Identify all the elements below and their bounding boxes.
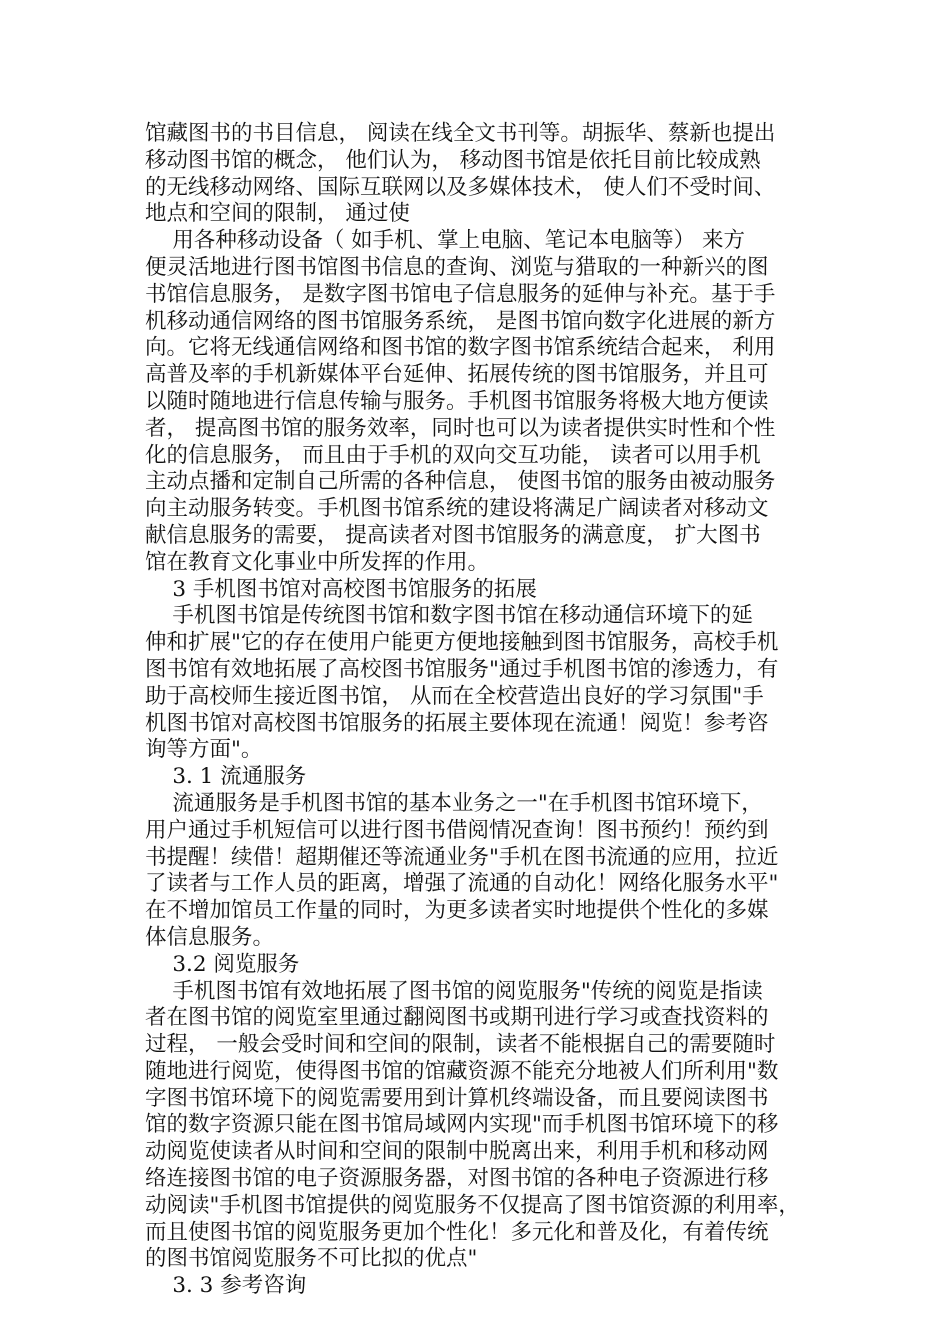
- text-line: 用各种移动设备（ 如手机、掌上电脑、笔记本电脑等） 来方: [145, 228, 746, 254]
- text-line: 便灵活地进行图书馆图书信息的查询、浏览与猎取的一种新兴的图: [145, 254, 769, 280]
- text-line: 主动点播和定制自己所需的各种信息， 使图书馆的服务由被动服务: [145, 469, 776, 495]
- text-line: 在不增加馆员工作量的同时，为更多读者实时地提供个性化的多媒: [145, 898, 769, 924]
- text-line: 献信息服务的需要， 提高读者对图书馆服务的满意度， 扩大图书: [145, 522, 761, 548]
- text-line: 而且使图书馆的阅览服务更加个性化！多元化和普及化，有着传统: [145, 1219, 769, 1245]
- text-line: 动阅读"手机图书馆提供的阅览服务不仅提高了图书馆资源的利用率，: [145, 1192, 800, 1218]
- text-line: 的无线移动网络、国际互联网以及多媒体技术， 使人们不受时间、: [145, 174, 776, 200]
- text-line: 伸和扩展"它的存在使用户能更方便地接触到图书馆服务，高校手机: [145, 630, 779, 656]
- text-line: 化的信息服务， 而且由于手机的双向交互功能， 读者可以用手机: [145, 442, 761, 468]
- text-line: 机移动通信网络的图书馆服务系统， 是图书馆向数字化进展的新方: [145, 308, 776, 334]
- text-line: 馆在教育文化事业中所发挥的作用。: [145, 549, 490, 575]
- text-line: 动阅览使读者从时间和空间的限制中脱离出来，利用手机和移动网: [145, 1139, 769, 1165]
- text-line: 向主动服务转变。手机图书馆系统的建设将满足广阔读者对移动文: [145, 496, 769, 522]
- text-line: 手机图书馆有效地拓展了图书馆的阅览服务"传统的阅览是指读: [145, 978, 763, 1004]
- text-line: 了读者与工作人员的距离，增强了流通的自动化！网络化服务水平": [145, 871, 779, 897]
- text-line: 络连接图书馆的电子资源服务器，对图书馆的各种电子资源进行移: [145, 1166, 769, 1192]
- text-line: 馆藏图书的书目信息， 阅读在线全文书刊等。胡振华、蔡新也提出: [145, 121, 776, 146]
- document-body: [145, 121, 815, 1300]
- text-line: 询等方面"。: [145, 737, 263, 763]
- text-line: 用户通过手机短信可以进行图书借阅情况查询！图书预约！预约到: [145, 817, 769, 843]
- text-line: 字图书馆环境下的阅览需要用到计算机终端设备，而且要阅读图书: [145, 1085, 769, 1111]
- text-line: 向。它将无线通信网络和图书馆的数字图书馆系统结合起来， 利用: [145, 335, 776, 361]
- text-line: 机图书馆对高校图书馆服务的拓展主要体现在流通！阅览！参考咨: [145, 710, 769, 736]
- text-line: 者在图书馆的阅览室里通过翻阅图书或期刊进行学习或查找资料的: [145, 1005, 769, 1031]
- section-heading: 3 手机图书馆对高校图书馆服务的拓展: [145, 576, 537, 602]
- text-line: 者， 提高图书馆的服务效率，同时也可以为读者提供实时性和个性: [145, 415, 776, 441]
- text-line: 图书馆有效地拓展了高校图书馆服务"通过手机图书馆的渗透力，有: [145, 656, 779, 682]
- text-line: 过程， 一般会受时间和空间的限制，读者不能根据自己的需要随时: [145, 1032, 776, 1058]
- text-line: 书馆信息服务， 是数字图书馆电子信息服务的延伸与补充。基于手: [145, 281, 776, 307]
- text-line: 以随时随地进行信息传输与服务。手机图书馆服务将极大地方便读: [145, 388, 769, 414]
- text-line: 移动图书馆的概念， 他们认为， 移动图书馆是依托目前比较成熟: [145, 147, 761, 173]
- text-line: 地点和空间的限制， 通过使: [145, 201, 410, 227]
- text-line: 馆的数字资源只能在图书馆局域网内实现"而手机图书馆环境下的移: [145, 1112, 779, 1138]
- text-line: 手机图书馆是传统图书馆和数字图书馆在移动通信环境下的延: [145, 603, 753, 629]
- subsection-heading: 3. 1 流通服务: [145, 764, 307, 790]
- text-line: 助于高校师生接近图书馆， 从而在全校营造出良好的学习氛围"手: [145, 683, 764, 709]
- text-line: 书提醒！续借！超期催还等流通业务"手机在图书流通的应用，拉近: [145, 844, 779, 870]
- text-line: 的图书馆阅览服务不可比拟的优点": [145, 1246, 478, 1272]
- text-line: 体信息服务。: [145, 924, 275, 950]
- subsection-heading: 3.2 阅览服务: [145, 951, 300, 977]
- text-line: 流通服务是手机图书馆的基本业务之一"在手机图书馆环境下，: [145, 790, 763, 816]
- text-line: 随地进行阅览，使得图书馆的馆藏资源不能充分地被人们所利用"数: [145, 1058, 779, 1084]
- text-line: 高普及率的手机新媒体平台延伸、拓展传统的图书馆服务，并且可: [145, 362, 769, 388]
- subsection-heading: 3. 3 参考咨询: [145, 1273, 307, 1299]
